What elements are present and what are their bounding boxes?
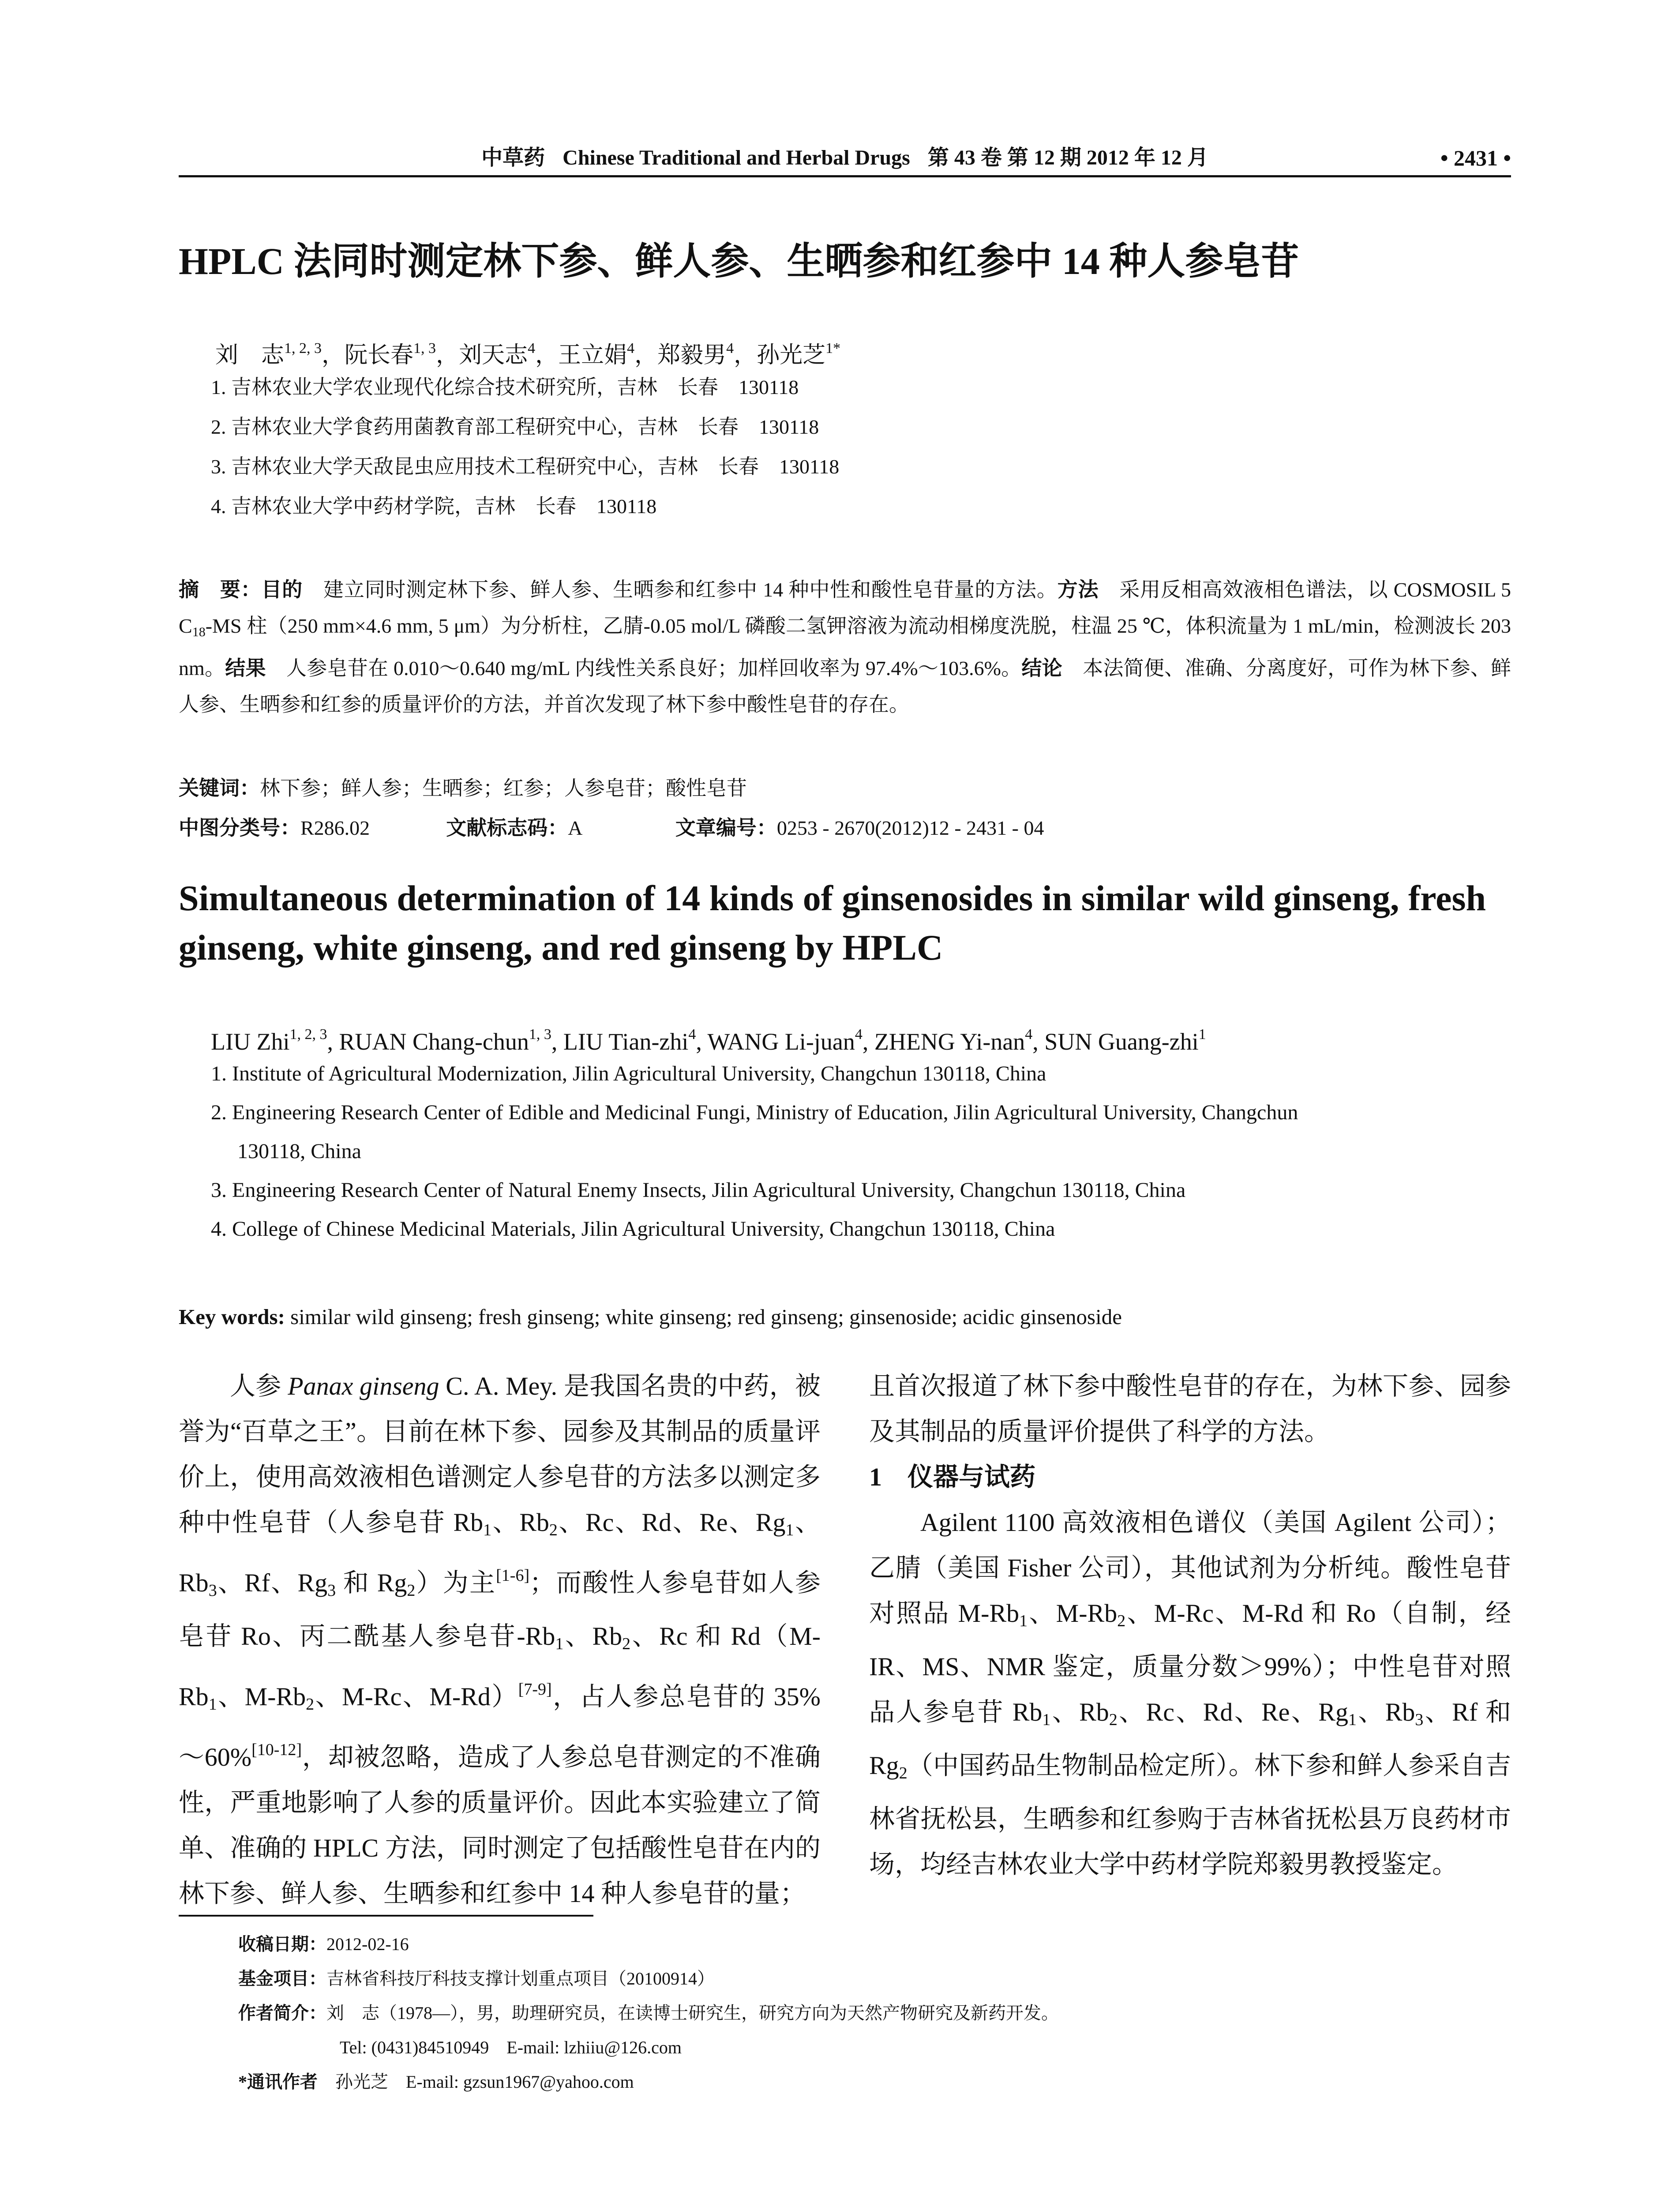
- received-label: 收稿日期：: [238, 1934, 326, 1954]
- conclusion-label: 结论: [1021, 657, 1062, 679]
- cn-author-name: 刘天志: [459, 343, 528, 368]
- en-author-affil-sup: 4: [855, 1026, 862, 1043]
- cn-author-name: 王立娟: [558, 343, 627, 368]
- en-author-sep: ,: [862, 1028, 874, 1055]
- cn-author-sep: ，: [634, 343, 658, 368]
- purpose-label: 目的: [261, 578, 303, 601]
- en-author-sep: ,: [551, 1028, 563, 1055]
- page-number: • 2431 •: [1440, 146, 1511, 170]
- body-column-right: [869, 1363, 1511, 1887]
- body-column-left: [179, 1363, 821, 1916]
- footnote-contact: Tel: (0431)84510949 E-mail: lzhiiu@126.com: [340, 2037, 682, 2057]
- en-author-sep: ,: [696, 1028, 708, 1055]
- running-header-center: [179, 140, 1511, 176]
- clc-label: 中图分类号：: [179, 817, 300, 839]
- title-en: Simultaneous determination of 14 kinds of ginsenosides in similar wild ginseng, fresh ginseng, white ginseng, and red ginseng by HPLC: [179, 878, 1486, 968]
- abstract-cn: [179, 572, 1511, 723]
- cn-author-name: 郑毅男: [657, 343, 727, 368]
- affiliation-cn-3: 3. 吉林农业大学天敌昆虫应用技术工程研究中心，吉林 长春 130118: [211, 455, 840, 478]
- doc-code-value: A: [568, 817, 581, 839]
- cn-author-sep: ，: [734, 343, 757, 368]
- en-author-sep: ,: [1032, 1028, 1045, 1055]
- cn-author-affil-sup: 1*: [825, 340, 841, 356]
- abstract-label: 摘 要：: [179, 578, 262, 601]
- author-bio-label: 作者简介：: [238, 2003, 326, 2023]
- footnote-author: [238, 1996, 1059, 2030]
- cn-author-sep: ，: [322, 343, 345, 368]
- fund-value: 吉林省科技厅科技支撑计划重点项目（20100914）: [326, 1969, 715, 1988]
- article-no-label: 文章编号：: [675, 817, 777, 839]
- en-author-affil-sup: 4: [1025, 1026, 1033, 1043]
- en-author-affil-sup: 1, 2, 3: [289, 1026, 327, 1043]
- section-heading-1: 1 仪器与试药: [869, 1463, 1036, 1491]
- author-bio-value: 刘 志（1978—），男，助理研究员，在读博士研究生，研究方向为天然产物研究及新药开发。: [326, 2003, 1059, 2023]
- cn-author-name: 刘 志: [215, 343, 285, 368]
- cn-author-affil-sup: 4: [528, 340, 536, 356]
- issue-info: 第 43 卷 第 12 期 2012 年 12 月: [927, 146, 1208, 169]
- en-author-affil-sup: 1, 3: [529, 1026, 551, 1043]
- purpose-text: 建立同时测定林下参、鲜人参、生晒参和红参中 14 种中性和酸性皂苷量的方法。: [323, 578, 1058, 601]
- keywords-cn: [179, 770, 747, 807]
- body-paragraph-intro-cont: 且首次报道了林下参中酸性皂苷的存在，为林下参、园参及其制品的质量评价提供了科学的方法。: [869, 1372, 1511, 1446]
- authors-cn: [215, 329, 840, 375]
- en-author-affil-sup: 1: [1198, 1026, 1206, 1043]
- cn-author-sep: ，: [535, 343, 559, 368]
- keywords-en: [179, 1297, 1122, 1337]
- result-text: 人参皂苷在 0.010～0.640 mg/mL 内线性关系良好；加样回收率为 97.4%～103.6%。: [286, 657, 1022, 679]
- affiliation-cn-2: 2. 吉林农业大学食药用菌教育部工程研究中心，吉林 长春 130118: [211, 416, 819, 438]
- en-author-name: RUAN Chang-chun: [339, 1028, 529, 1055]
- method-text-a: 采用反相高效液相色谱法，以 COSMOSIL 5 C: [179, 578, 1511, 637]
- clc-value: R286.02: [300, 817, 370, 839]
- journal-cn: 中草药: [481, 146, 545, 169]
- running-header: [179, 140, 1511, 176]
- cn-author-name: 孙光芝: [757, 343, 826, 368]
- keywords-en-value: similar wild ginseng; fresh ginseng; white ginseng; red ginseng; ginsenoside; acidic ginsenoside: [285, 1305, 1122, 1329]
- affiliation-en-3: 3. Engineering Research Center of Natural Enemy Insects, Jilin Agricultural University, Changchun 130118, China: [211, 1178, 1186, 1202]
- keywords-cn-label: 关键词：: [179, 777, 260, 799]
- method-text-b: -MS 柱（250 mm×4.6 mm, 5 μm）为分析柱，乙腈-0.05 mol/L 磷酸二氢钾溶液为流动相梯度洗脱，柱温 25 ℃，体积流量为 1 mL/min，检测波长 203 nm。: [179, 615, 1511, 679]
- cn-author-sep: ，: [436, 343, 459, 368]
- cn-author-affil-sup: 4: [627, 340, 635, 356]
- footnote-received: [238, 1927, 409, 1962]
- conclusion-text: 本法简便、准确、分离度好，可作为林下参、鲜人参、生晒参和红参的质量评价的方法，并首次发现了林下参中酸性皂苷的存在。: [179, 657, 1511, 716]
- affiliation-cn-1: 1. 吉林农业大学农业现代化综合技术研究所，吉林 长春 130118: [211, 376, 799, 398]
- en-author-name: WANG Li-juan: [707, 1028, 855, 1055]
- en-author-name: LIU Zhi: [211, 1028, 290, 1055]
- classification-line: [179, 810, 1044, 846]
- fund-label: 基金项目：: [238, 1969, 326, 1988]
- cn-author-affil-sup: 1, 2, 3: [284, 340, 322, 356]
- en-author-name: ZHENG Yi-nan: [874, 1028, 1025, 1055]
- affiliation-cn-4: 4. 吉林农业大学中药材学院，吉林 长春 130118: [211, 495, 657, 518]
- corresponding-label: *通讯作者: [238, 2072, 318, 2092]
- article-no-value: 0253 - 2670(2012)12 - 2431 - 04: [776, 817, 1044, 839]
- affiliation-en-1: 1. Institute of Agricultural Modernization, Jilin Agricultural University, Changchun 130118, China: [211, 1062, 1046, 1085]
- cn-author-affil-sup: 4: [726, 340, 734, 356]
- received-value: 2012-02-16: [326, 1934, 409, 1954]
- footnote-corresponding: [238, 2065, 634, 2099]
- cn-author-affil-sup: 1, 3: [413, 340, 436, 356]
- en-author-name: SUN Guang-zhi: [1044, 1028, 1199, 1055]
- journal-en: Chinese Traditional and Herbal Drugs: [562, 146, 910, 169]
- affiliation-en-4: 4. College of Chinese Medicinal Materials, Jilin Agricultural University, Changchun 130118, China: [211, 1217, 1055, 1241]
- method-label: 方法: [1057, 578, 1099, 601]
- affiliation-en-2: 2. Engineering Research Center of Edible and Medicinal Fungi, Ministry of Education, Jilin Agricultural University, Changchun: [211, 1101, 1298, 1124]
- doc-code-label: 文献标志码：: [446, 817, 568, 839]
- header-rule: [179, 175, 1511, 177]
- footnote-fund: [238, 1962, 715, 1996]
- keywords-en-label: Key words:: [179, 1305, 285, 1329]
- en-author-name: LIU Tian-zhi: [563, 1028, 689, 1055]
- keywords-cn-value: 林下参；鲜人参；生晒参；红参；人参皂苷；酸性皂苷: [260, 777, 747, 799]
- en-author-affil-sup: 4: [688, 1026, 696, 1043]
- result-label: 结果: [225, 657, 266, 679]
- body-paragraph-intro: 人参 Panax ginseng C. A. Mey. 是我国名贵的中药，被誉为“百草之王”。目前在林下参、园参及其制品的质量评价上，使用高效液相色谱测定人参皂苷的方法多以测定多种中性皂苷（人参皂苷 $Rb_1$、$Rb_2$、Rc、Rd、Re、$Rg_1$、$Rb_3$、Rf、$Rg_3$ 和 $Rg_2$）为主[1-6]；而酸性人参皂苷如人参皂苷 Ro、丙二酰基人参皂苷$-Rb_1$、$Rb_2$、Rc 和 $Rd(M-Rb_1$、$M-Rb_2$、M-Rc、M-Rd）[7-9]，占人参总皂苷的 35%～60%[10-12]，却被忽略，造成了人参总皂苷测定的不准确性，严重地影响了人参的质量评价。因此本实验建立了简单、准确的 HPLC 方法，同时测定了包括酸性皂苷在内的林下参、鲜人参、生晒参和红参中 14 种人参皂苷的量；: [179, 1372, 821, 1908]
- cn-author-name: 阮长春: [345, 343, 414, 368]
- en-author-sep: ,: [327, 1028, 339, 1055]
- corresponding-value: 孙光芝 E-mail: gzsun1967@yahoo.com: [335, 2072, 634, 2092]
- body-paragraph-instruments: Agilent 1100 高效液相色谱仪（美国 Agilent 公司）；乙腈（美国 Fisher 公司），其他试剂为分析纯。酸性皂苷对照品 $M-Rb_1$、$M-Rb_2$、M-Rc、M-Rd 和 Ro（自制，经 IR、MS、NMR 鉴定，质量分数＞99%）；中性皂苷对照品人参皂苷 $Rb_1$、$Rb_2$、Rc、Rd、Re、$Rg_1$、$Rb_3$、Rf 和 $Rg_2$（中国药品生物制品检定所）。林下参和鲜人参采自吉林省抚松县，生晒参和红参购于吉林省抚松县万良药材市场，均经吉林农业大学中药材学院郑毅男教授鉴定。: [869, 1508, 1511, 1879]
- affiliation-en-2-cont: 130118, China: [237, 1140, 361, 1163]
- title-cn: HPLC 法同时测定林下参、鲜人参、生晒参和红参中 14 种人参皂苷: [179, 240, 1299, 282]
- method-sub: 18: [192, 625, 206, 639]
- footnote-rule: [179, 1915, 593, 1917]
